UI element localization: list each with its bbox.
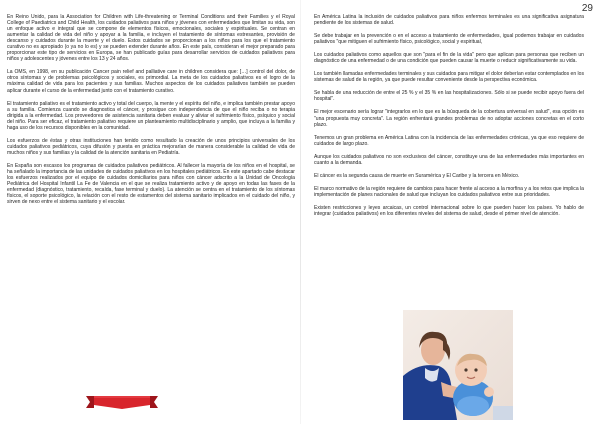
paragraph: El mejor escenario sería lograr "integrarlos en lo que es la búsqueda de la cobertura universal en salud", esa opción es "una propuesta muy concreta". La región enfrentará grandes problemas de no adoptar acciones concretas en el corto plazo. — [314, 109, 584, 128]
paragraph: El cáncer es la segunda causa de muerte en Suramérica y El Caribe y la tercera en México. — [314, 172, 520, 179]
page-gutter — [300, 0, 301, 424]
paragraph: En Reino Unido, para la Association for Children with Life-threatening or Terminal Conditions and their Families y el Royal College of Paediatrics and Child Health, los cuidados paliativos para niños y jóvenes con enfermedades que limitan su vida, son un enfoque activo e integral que se compone de elementos físicos, emocionales, sociales y espirituales. Se centran en aumentar la calidad de vida del niño y apoyar a la familia, e incluyen el tratamiento de síntomas estresantes, provisión de descanso y cuidados durante la muerte y el duelo. Estos cuidados se proporcionan a los niños para los que el tratamiento curativo no es apropiado (o ya no lo es) y se pueden extender durante años. En este país, consideran el mejor preparado para proporcionar este tipo de servicios en Europa, se han publicado guías para desarrollar servicios de cuidados paliativos para niños y adolescentes y jóvenes entre los 13 y 24 años. — [7, 14, 295, 63]
paragraph: El marco normativo de la región requiere de cambios para hacer frente al acceso a la morfina y a los retos que implica la implementación de planes nacionales de salud que incluyan los cuidados paliativos entre sus prioridades. — [314, 185, 584, 198]
paragraph: Los cuidados paliativos como aquellos que son "para el fin de la vida" pero que aplican para personas que reciben un diagnóstico de una enfermedad o de una condición que pueden causar la muerte o reducir significativamente su vida. — [314, 52, 584, 65]
paragraph: Se habla de una reducción de entre el 25 % y el 35 % en las hospitalizaciones. Sólo si se puede recibir apoyo fuera del hospital". — [314, 90, 584, 103]
paragraph: Aunque los cuidados paliativos no son exclusivos del cáncer, constituye una de las enfermedades más importantes en cuanto a la demanda. — [314, 153, 584, 166]
red-ribbon-banner-icon — [86, 393, 158, 410]
paragraph: En América Latina la inclusión de cuidados paliativos para niños enfermos terminales es una significativa asignatura pendiente de los sistemas de salud. — [314, 14, 584, 27]
right-column — [314, 14, 584, 224]
left-column — [7, 14, 295, 212]
paragraph: En España son escasos los programas de cuidados paliativos pediátricos. Al fallecer la mayoría de los niños en el hospital, se ha señalado la importancia de las unidades de cuidados paliativos en los hospitales pediátricos. En este apartado cabe destacar los esfuerzos realizados por el equipo de cuidados domiciliarios para niños con cáncer adscrito a la Unidad de Oncología Pediátrica del Hospital Infantil La Fe de Valencia en el que se realiza tratamiento activo y de apoyo en todas las fases de la enfermedad (diagnóstico, tratamiento, recaída, fase terminal y duelo). La atención se centra en el tratamiento de los síntomas físicos, el soporte psicológico, la relación con el resto de estamentos del sistema sanitario implicados en el cuidado del niño, y sirven de nexo entre el sistema sanitario y el escolar. — [7, 162, 295, 206]
nurse-with-baby-photo — [403, 310, 513, 420]
paragraph: La OMS, en 1998, en su publicación Cancer pain relief and palliative care in children considera que: […] control del dolor, de otros síntomas y de problemas psicológicos y sociales, es primordial. La meta de los cuidados paliativos es el logro de la máxima calidad de vida para los pacientes y sus familias. Muchos aspectos de los cuidados paliativos también se pueden aplicar durante el curso de la enfermedad junto con el tratamiento curativo. — [7, 69, 295, 94]
paragraph: Los también llamadas enfermedades terminales y sus cuidados para mitigar el dolor deberían estar contemplados en los sistemas de salud de la región, ya que puede resultar conveniente desde la perspectiva económica. — [314, 71, 584, 84]
paragraph: El tratamiento paliativo es el tratamiento activo y total del cuerpo, la mente y el espíritu del niño, e implica también prestar apoyo a su familia. Comienza cuando se diagnostica el cáncer, y prosigue con independencia de que el niño reciba o no terapia dirigida a la enfermedad. Los proveedores de asistencia sanitaria deben evaluar y aliviar el sufrimiento físico, psíquico y social del niño. Para ser eficaz, el tratamiento paliativo requiere un planteamiento multidisciplinario y amplio, que incluya a la familia y haga uso de los recursos disponibles en la comunidad. — [7, 100, 295, 131]
page-number: 29 — [581, 3, 593, 14]
paragraph: Se debe trabajar en la prevención o en el acceso a tratamiento de enfermedades, igual podemos trabajar en cuidados paliativos "que mitiguen el sufrimiento físico, psicológico, social y espiritual, — [314, 33, 584, 46]
paragraph: Tenemos un gran problema en América Latina con la incidencia de las enfermedades crónicas, ya que eso requiere de cuidados de largo plazo. — [314, 134, 584, 147]
paragraph: Existen restricciones y leyes arcaicas, un control internacional sobre lo que pueden hacer los países. Yo hablo de integrar (cuidados paliativos) en los diferentes niveles del sistema de salud, desde el primer nivel de atención. — [314, 204, 584, 217]
paragraph: Los esfuerzos de éstas y otras instituciones han tenido como resultado la creación de unos principios universales de los cuidados paliativos pediátricos, cuya difusión y puesta en práctica mejorarían de manera considerable la calidad de vida de muchos niños y sus familias y la calidad de la atención sanitaria en Pediatría. — [7, 137, 295, 156]
